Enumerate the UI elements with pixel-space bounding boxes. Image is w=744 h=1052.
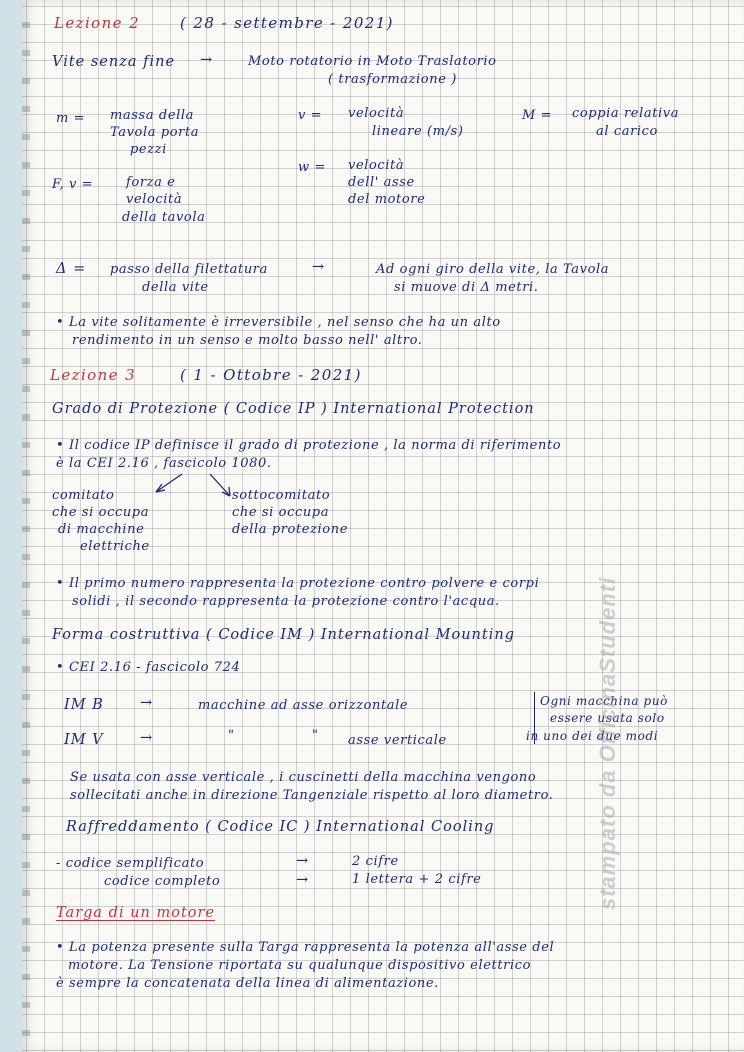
im-v-ditto-2: "	[312, 728, 319, 743]
im-v-text: asse verticale	[348, 733, 447, 748]
im-b-code: IM B	[64, 697, 104, 713]
lesson-3-date: ( 1 - Ottobre - 2021)	[180, 366, 362, 384]
ip-line1: • Il codice IP definisce il grado di protezione , la norma di riferimento	[56, 438, 562, 453]
im-heading: Forma costruttiva ( Codice IM ) International Mounting	[52, 627, 515, 643]
def-w-symbol: w =	[298, 160, 326, 175]
arrow-icon: →	[140, 695, 154, 711]
ic-simple: - codice semplificato	[56, 856, 205, 871]
targa-line1: • La potenza presente sulla Targa rappresenta la potenza all'asse del	[56, 940, 555, 955]
im-side-3: in uno dei due modi	[526, 729, 659, 743]
notebook-page	[22, 0, 744, 1052]
def-w-line3: del motore	[348, 192, 426, 207]
def-F-line3: della tavola	[122, 210, 206, 225]
watermark: stampato da OfficinaStudenti	[595, 576, 620, 910]
lesson-2-date: ( 28 - settembre - 2021)	[180, 14, 394, 32]
im-side-2: essere usata solo	[550, 711, 665, 725]
ip-right-1: sottocomitato	[232, 488, 331, 503]
def-M-line2: al carico	[596, 124, 658, 139]
page-binding-edge	[22, 0, 30, 1052]
def-F-symbol: F, v =	[52, 177, 94, 192]
def-w-line2: dell' asse	[348, 175, 415, 190]
arrow-icon: →	[296, 853, 310, 869]
im-note-1: Se usata con asse verticale , i cuscinetti della macchina vengono	[70, 770, 537, 785]
targa-heading: Targa di un motore	[56, 905, 216, 921]
ic-simple-result: 2 cifre	[352, 854, 399, 869]
delta-symbol: Δ =	[56, 261, 87, 277]
ip-numbers-2: solidi , il secondo rappresenta la protezione contro l'acqua.	[72, 594, 500, 609]
targa-line3: è sempre la concatenata della linea di alimentazione.	[56, 976, 439, 991]
vite-heading: Vite senza fine	[52, 54, 176, 70]
im-note-2: sollecitati anche in direzione Tangenziale rispetto al loro diametro.	[70, 788, 554, 803]
vite-desc-2: ( trasformazione )	[328, 72, 457, 87]
arrow-icon: →	[312, 259, 326, 275]
ic-heading: Raffreddamento ( Codice IC ) International Cooling	[66, 819, 495, 835]
def-v-line2: lineare (m/s)	[372, 124, 464, 139]
def-M-line1: coppia relativa	[572, 106, 680, 121]
ic-complete-result: 1 lettera + 2 cifre	[352, 872, 482, 887]
im-b-text: macchine ad asse orizzontale	[198, 698, 409, 713]
im-side-1: Ogni macchina può	[540, 694, 668, 708]
delta-result-2: si muove di Δ metri.	[394, 280, 539, 295]
ic-complete: codice completo	[104, 874, 221, 889]
ip-left-4: elettriche	[80, 539, 150, 554]
im-cei: • CEI 2.16 - fascicolo 724	[56, 660, 241, 675]
arrow-icon: →	[200, 52, 214, 68]
ip-right-2: che si occupa	[232, 505, 330, 520]
vite-note-line1: • La vite solitamente è irreversibile , nel senso che ha un alto	[56, 315, 501, 330]
def-m-line1: massa della	[110, 108, 194, 123]
arrow-icon: →	[140, 730, 154, 746]
im-v-ditto-1: "	[228, 728, 235, 743]
def-v-line1: velocità	[348, 106, 405, 121]
ip-numbers-1: • Il primo numero rappresenta la protezione contro polvere e corpi	[56, 576, 540, 591]
ip-left-3: di macchine	[58, 522, 145, 537]
def-m-line3: pezzi	[130, 142, 167, 157]
def-m-line2: Tavola porta	[110, 125, 200, 140]
def-F-line1: forza e	[126, 175, 176, 190]
im-v-code: IM V	[64, 732, 104, 748]
vite-note-line2: rendimento in un senso e molto basso nell' altro.	[72, 333, 423, 348]
ip-left-2: che si occupa	[52, 505, 150, 520]
arrow-icon: →	[296, 872, 310, 888]
delta-def-1: passo della filettatura	[110, 262, 268, 277]
ip-line2: è la CEI 2.16 , fascicolo 1080.	[56, 456, 272, 471]
ip-heading: Grado di Protezione ( Codice IP ) International Protection	[52, 401, 535, 417]
lesson-2-title: Lezione 2	[54, 14, 141, 32]
def-F-line2: velocità	[126, 192, 183, 207]
def-M-symbol: M =	[522, 108, 553, 123]
def-v-symbol: v =	[298, 108, 323, 123]
delta-def-2: della vite	[142, 280, 209, 295]
targa-line2: motore. La Tensione riportata su qualunque dispositivo elettrico	[68, 958, 532, 973]
ip-left-1: comitato	[52, 488, 115, 503]
def-w-line1: velocità	[348, 158, 405, 173]
vite-desc-1: Moto rotatorio in Moto Traslatorio	[248, 54, 497, 69]
lesson-3-title: Lezione 3	[50, 366, 137, 384]
def-m-symbol: m =	[56, 111, 86, 126]
delta-result-1: Ad ogni giro della vite, la Tavola	[376, 262, 610, 277]
ip-right-3: della protezione	[232, 522, 348, 537]
